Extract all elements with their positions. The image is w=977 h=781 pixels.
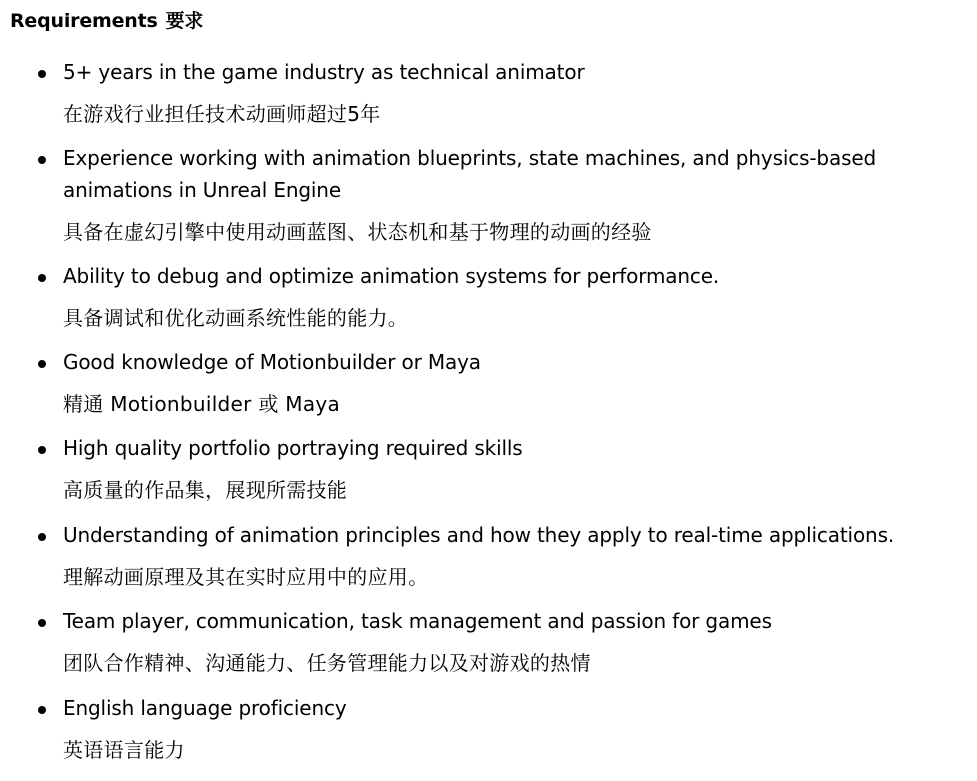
- bullet-icon: [38, 360, 46, 368]
- requirement-english: Good knowledge of Motionbuilder or Maya: [63, 350, 481, 374]
- requirements-section: [10, 0, 975, 762]
- requirement-english: Team player, communication, task management and passion for games: [63, 609, 772, 633]
- requirement-chinese: 英语语言能力: [63, 738, 185, 762]
- heading-english: Requirements: [10, 10, 158, 32]
- requirement-english: English language proficiency: [63, 696, 347, 720]
- heading-chinese: 要求: [165, 10, 204, 32]
- requirement-chinese: 团队合作精神、沟通能力、任务管理能力以及对游戏的热情: [63, 651, 591, 675]
- section-heading: [10, 0, 975, 36]
- list-item: [10, 692, 975, 778]
- bullet-icon: [38, 70, 46, 78]
- requirement-english: Ability to debug and optimize animation systems for performance.: [63, 264, 720, 288]
- bullet-icon: [38, 706, 46, 714]
- list-item: [10, 56, 975, 142]
- requirement-english: 5+ years in the game industry as technical animator: [63, 60, 585, 84]
- requirement-chinese: 精通 Motionbuilder 或 Maya: [63, 392, 341, 416]
- requirement-chinese: 在游戏行业担任技术动画师超过5年: [63, 102, 381, 126]
- requirement-chinese: 具备调试和优化动画系统性能的能力。: [63, 306, 409, 330]
- bullet-icon: [38, 446, 46, 454]
- requirement-english: Understanding of animation principles and how they apply to real-time applications.: [63, 523, 895, 547]
- list-item: [10, 519, 975, 605]
- requirements-list: [10, 56, 975, 778]
- list-item: [10, 605, 975, 692]
- list-item: [10, 260, 975, 346]
- bullet-icon: [38, 533, 46, 541]
- list-item: [10, 346, 975, 432]
- bullet-icon: [38, 274, 46, 282]
- requirement-chinese: 具备在虚幻引擎中使用动画蓝图、状态机和基于物理的动画的经验: [63, 220, 652, 244]
- list-item: [10, 142, 975, 260]
- bullet-icon: [38, 619, 46, 627]
- bullet-icon: [38, 156, 46, 164]
- requirement-chinese: 理解动画原理及其在实时应用中的应用。: [63, 565, 429, 589]
- list-item: [10, 432, 975, 519]
- requirement-chinese: 高质量的作品集，展现所需技能: [63, 478, 348, 502]
- requirement-english: Experience working with animation blueprints, state machines, and physics-based animations in Unreal Engine: [63, 146, 877, 202]
- requirement-english: High quality portfolio portraying required skills: [63, 436, 523, 460]
